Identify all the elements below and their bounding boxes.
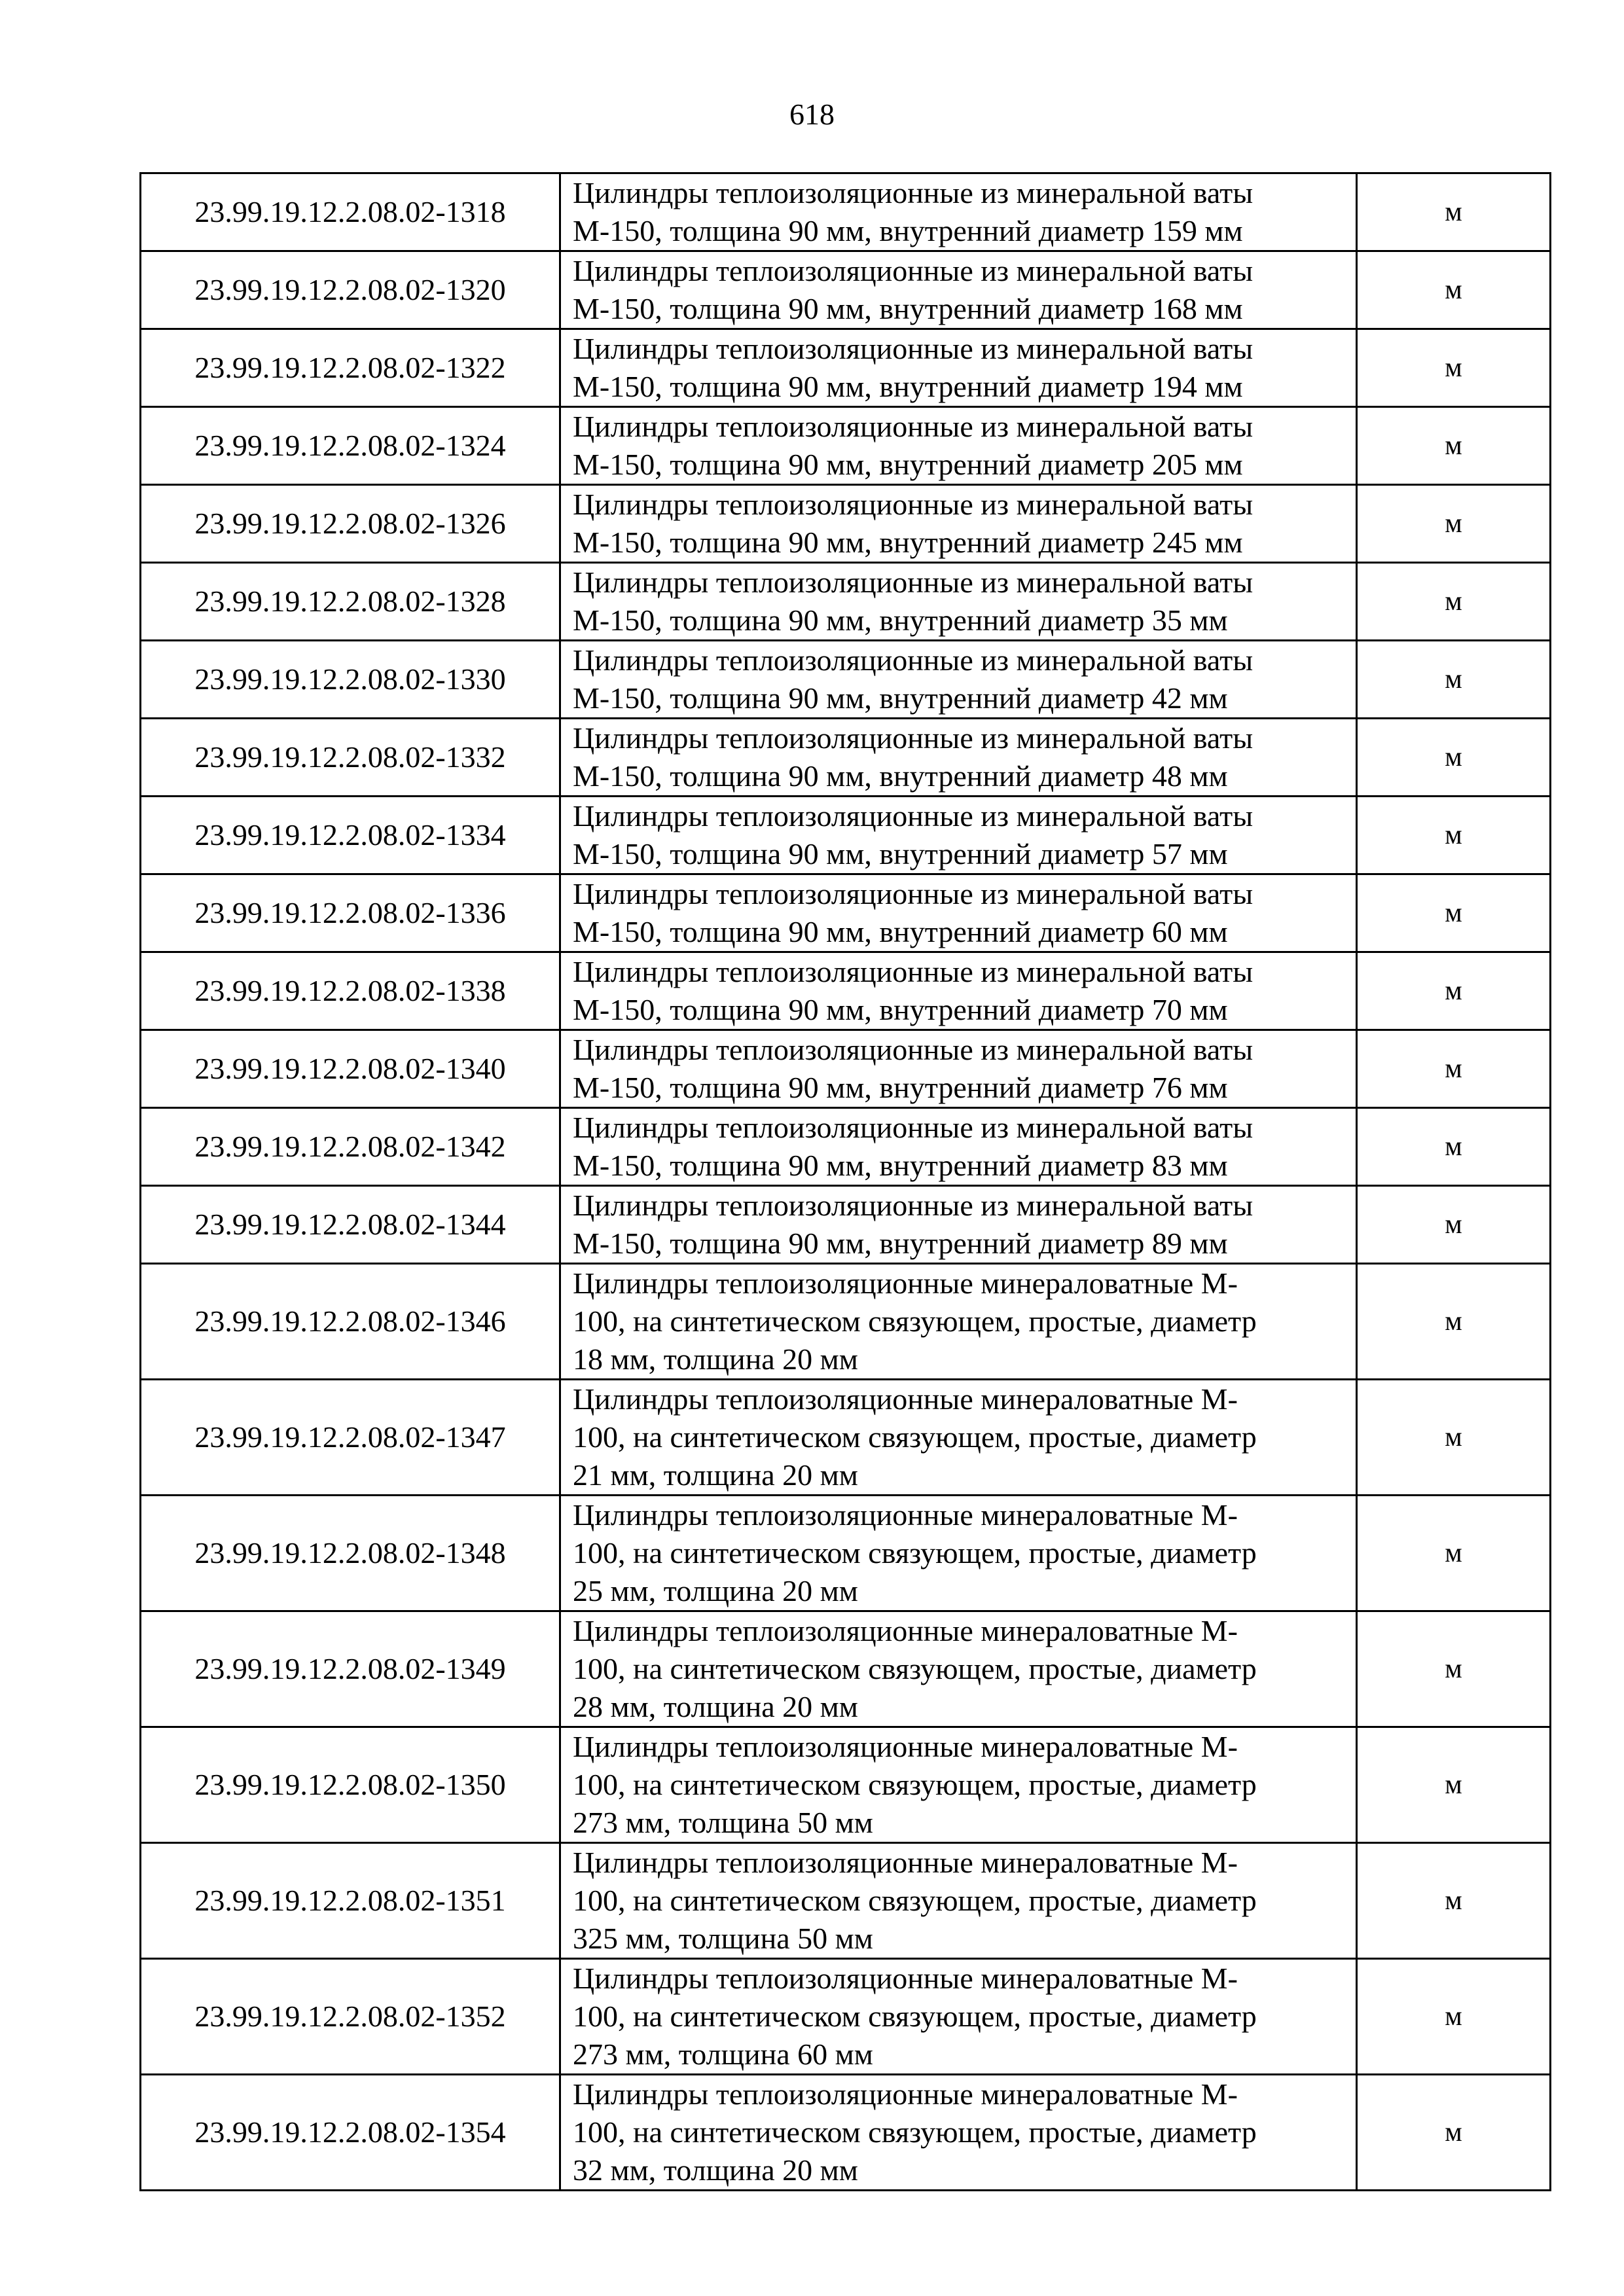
- row-unit-cell: м: [1357, 641, 1551, 719]
- row-description-cell: [560, 485, 1357, 563]
- description-line: 100, на синтетическом связующем, простые, диаметр: [573, 1536, 1257, 1570]
- row-code-cell: 23.99.19.12.2.08.02-1338: [141, 952, 560, 1030]
- description-line: М-150, толщина 90 мм, внутренний диаметр 57 мм: [573, 837, 1228, 870]
- row-unit-cell: м: [1357, 797, 1551, 874]
- row-description-cell: [560, 797, 1357, 874]
- description-line: 21 мм, толщина 20 мм: [573, 1458, 858, 1492]
- row-code-cell: 23.99.19.12.2.08.02-1318: [141, 173, 560, 251]
- description-line: М-150, толщина 90 мм, внутренний диаметр 205 мм: [573, 448, 1243, 481]
- description-line: М-150, толщина 90 мм, внутренний диаметр 35 мм: [573, 603, 1228, 637]
- row-unit-cell: м: [1357, 1380, 1551, 1496]
- row-code-cell: 23.99.19.12.2.08.02-1351: [141, 1843, 560, 1959]
- page-number: 618: [789, 98, 835, 131]
- row-unit-cell: м: [1357, 952, 1551, 1030]
- description-line: Цилиндры теплоизоляционные из минеральной ваты: [573, 877, 1254, 910]
- table-row: [141, 1496, 1551, 1611]
- row-code-cell: 23.99.19.12.2.08.02-1349: [141, 1611, 560, 1727]
- row-code-cell: 23.99.19.12.2.08.02-1322: [141, 329, 560, 407]
- row-code-cell: 23.99.19.12.2.08.02-1350: [141, 1727, 560, 1843]
- row-description-cell: [560, 1030, 1357, 1108]
- table-row: [141, 641, 1551, 719]
- row-unit-cell: м: [1357, 874, 1551, 952]
- row-description-cell: [560, 173, 1357, 251]
- description-line: Цилиндры теплоизоляционные минераловатные М-: [573, 1846, 1238, 1879]
- row-unit-cell: м: [1357, 1186, 1551, 1264]
- row-unit-cell: м: [1357, 563, 1551, 641]
- description-line: Цилиндры теплоизоляционные из минеральной ваты: [573, 1189, 1254, 1222]
- description-line: 100, на синтетическом связующем, простые, диаметр: [573, 1884, 1257, 1917]
- row-code-cell: 23.99.19.12.2.08.02-1340: [141, 1030, 560, 1108]
- description-line: Цилиндры теплоизоляционные из минеральной ваты: [573, 721, 1254, 755]
- table-row: [141, 1611, 1551, 1727]
- row-description-cell: [560, 1264, 1357, 1380]
- description-line: М-150, толщина 90 мм, внутренний диаметр 168 мм: [573, 292, 1243, 325]
- table-row: [141, 485, 1551, 563]
- description-line: Цилиндры теплоизоляционные из минеральной ваты: [573, 176, 1254, 209]
- table-row: [141, 2075, 1551, 2191]
- table-row: [141, 1843, 1551, 1959]
- row-code-cell: 23.99.19.12.2.08.02-1328: [141, 563, 560, 641]
- description-line: Цилиндры теплоизоляционные минераловатные М-: [573, 1382, 1238, 1416]
- description-line: Цилиндры теплоизоляционные из минеральной ваты: [573, 643, 1254, 677]
- table-row: [141, 1186, 1551, 1264]
- description-line: М-150, толщина 90 мм, внутренний диаметр 48 мм: [573, 759, 1228, 793]
- description-line: Цилиндры теплоизоляционные из минеральной ваты: [573, 254, 1254, 287]
- description-line: М-150, толщина 90 мм, внутренний диаметр 83 мм: [573, 1149, 1228, 1182]
- description-line: Цилиндры теплоизоляционные минераловатные М-: [573, 1498, 1238, 1532]
- description-line: 273 мм, толщина 60 мм: [573, 2037, 873, 2071]
- description-line: 32 мм, толщина 20 мм: [573, 2153, 858, 2187]
- description-line: М-150, толщина 90 мм, внутренний диаметр 76 мм: [573, 1071, 1228, 1104]
- description-line: 25 мм, толщина 20 мм: [573, 1574, 858, 1607]
- row-description-cell: [560, 329, 1357, 407]
- row-description-cell: [560, 874, 1357, 952]
- table-row: [141, 563, 1551, 641]
- row-code-cell: 23.99.19.12.2.08.02-1342: [141, 1108, 560, 1186]
- description-line: Цилиндры теплоизоляционные минераловатные М-: [573, 2077, 1238, 2111]
- table-row: [141, 1108, 1551, 1186]
- table-row: [141, 173, 1551, 251]
- row-unit-cell: м: [1357, 407, 1551, 485]
- description-line: Цилиндры теплоизоляционные минераловатные М-: [573, 1730, 1238, 1763]
- table-row: [141, 1727, 1551, 1843]
- row-unit-cell: м: [1357, 1727, 1551, 1843]
- row-description-cell: [560, 2075, 1357, 2191]
- row-code-cell: 23.99.19.12.2.08.02-1330: [141, 641, 560, 719]
- description-line: 325 мм, толщина 50 мм: [573, 1922, 873, 1955]
- row-description-cell: [560, 1727, 1357, 1843]
- row-code-cell: 23.99.19.12.2.08.02-1324: [141, 407, 560, 485]
- row-unit-cell: м: [1357, 1264, 1551, 1380]
- row-unit-cell: м: [1357, 1959, 1551, 2075]
- row-code-cell: 23.99.19.12.2.08.02-1332: [141, 719, 560, 797]
- table-row: [141, 1380, 1551, 1496]
- row-code-cell: 23.99.19.12.2.08.02-1336: [141, 874, 560, 952]
- description-line: 18 мм, толщина 20 мм: [573, 1342, 858, 1376]
- description-line: 100, на синтетическом связующем, простые, диаметр: [573, 1304, 1257, 1338]
- description-line: Цилиндры теплоизоляционные из минеральной ваты: [573, 410, 1254, 443]
- row-code-cell: 23.99.19.12.2.08.02-1352: [141, 1959, 560, 2075]
- description-line: Цилиндры теплоизоляционные из минеральной ваты: [573, 799, 1254, 833]
- row-description-cell: [560, 719, 1357, 797]
- row-description-cell: [560, 1496, 1357, 1611]
- row-unit-cell: м: [1357, 173, 1551, 251]
- table-row: [141, 874, 1551, 952]
- row-code-cell: 23.99.19.12.2.08.02-1334: [141, 797, 560, 874]
- description-line: 100, на синтетическом связующем, простые, диаметр: [573, 1652, 1257, 1685]
- description-line: Цилиндры теплоизоляционные из минеральной ваты: [573, 1033, 1254, 1066]
- description-line: М-150, толщина 90 мм, внутренний диаметр 70 мм: [573, 993, 1228, 1026]
- description-line: Цилиндры теплоизоляционные минераловатные М-: [573, 1266, 1238, 1300]
- description-line: 100, на синтетическом связующем, простые, диаметр: [573, 2000, 1257, 2033]
- table-row: [141, 797, 1551, 874]
- description-line: Цилиндры теплоизоляционные из минеральной ваты: [573, 488, 1254, 521]
- row-description-cell: [560, 1959, 1357, 2075]
- description-line: Цилиндры теплоизоляционные из минеральной ваты: [573, 1111, 1254, 1144]
- description-line: М-150, толщина 90 мм, внутренний диаметр 89 мм: [573, 1227, 1228, 1260]
- row-description-cell: [560, 251, 1357, 329]
- description-line: 100, на синтетическом связующем, простые, диаметр: [573, 2115, 1257, 2149]
- row-description-cell: [560, 1186, 1357, 1264]
- description-line: 273 мм, толщина 50 мм: [573, 1806, 873, 1839]
- row-description-cell: [560, 407, 1357, 485]
- row-code-cell: 23.99.19.12.2.08.02-1347: [141, 1380, 560, 1496]
- description-line: Цилиндры теплоизоляционные минераловатные М-: [573, 1614, 1238, 1647]
- row-unit-cell: м: [1357, 1108, 1551, 1186]
- description-line: М-150, толщина 90 мм, внутренний диаметр 159 мм: [573, 214, 1243, 247]
- description-line: М-150, толщина 90 мм, внутренний диаметр 245 мм: [573, 526, 1243, 559]
- row-code-cell: 23.99.19.12.2.08.02-1344: [141, 1186, 560, 1264]
- description-line: Цилиндры теплоизоляционные минераловатные М-: [573, 1962, 1238, 1995]
- table-row: [141, 1959, 1551, 2075]
- row-unit-cell: м: [1357, 1030, 1551, 1108]
- row-description-cell: [560, 952, 1357, 1030]
- description-line: 100, на синтетическом связующем, простые, диаметр: [573, 1768, 1257, 1801]
- row-code-cell: 23.99.19.12.2.08.02-1326: [141, 485, 560, 563]
- row-unit-cell: м: [1357, 1611, 1551, 1727]
- row-description-cell: [560, 563, 1357, 641]
- row-unit-cell: м: [1357, 1843, 1551, 1959]
- row-description-cell: [560, 1611, 1357, 1727]
- row-code-cell: 23.99.19.12.2.08.02-1346: [141, 1264, 560, 1380]
- table-row: [141, 952, 1551, 1030]
- description-line: 100, на синтетическом связующем, простые, диаметр: [573, 1420, 1257, 1454]
- description-line: Цилиндры теплоизоляционные из минеральной ваты: [573, 565, 1254, 599]
- row-code-cell: 23.99.19.12.2.08.02-1320: [141, 251, 560, 329]
- row-unit-cell: м: [1357, 485, 1551, 563]
- row-unit-cell: м: [1357, 1496, 1551, 1611]
- description-line: Цилиндры теплоизоляционные из минеральной ваты: [573, 332, 1254, 365]
- materials-table: [139, 172, 1551, 2191]
- table-row: [141, 1030, 1551, 1108]
- row-unit-cell: м: [1357, 2075, 1551, 2191]
- table-body: [141, 173, 1551, 2191]
- table-row: [141, 719, 1551, 797]
- row-unit-cell: м: [1357, 719, 1551, 797]
- table-row: [141, 1264, 1551, 1380]
- row-description-cell: [560, 1108, 1357, 1186]
- description-line: М-150, толщина 90 мм, внутренний диаметр 42 мм: [573, 681, 1228, 715]
- row-code-cell: 23.99.19.12.2.08.02-1348: [141, 1496, 560, 1611]
- description-line: М-150, толщина 90 мм, внутренний диаметр 194 мм: [573, 370, 1243, 403]
- row-unit-cell: м: [1357, 329, 1551, 407]
- row-description-cell: [560, 641, 1357, 719]
- table-row: [141, 329, 1551, 407]
- row-description-cell: [560, 1843, 1357, 1959]
- row-unit-cell: м: [1357, 251, 1551, 329]
- row-description-cell: [560, 1380, 1357, 1496]
- description-line: Цилиндры теплоизоляционные из минеральной ваты: [573, 955, 1254, 988]
- description-line: М-150, толщина 90 мм, внутренний диаметр 60 мм: [573, 915, 1228, 948]
- description-line: 28 мм, толщина 20 мм: [573, 1690, 858, 1723]
- table-row: [141, 251, 1551, 329]
- row-code-cell: 23.99.19.12.2.08.02-1354: [141, 2075, 560, 2191]
- table-row: [141, 407, 1551, 485]
